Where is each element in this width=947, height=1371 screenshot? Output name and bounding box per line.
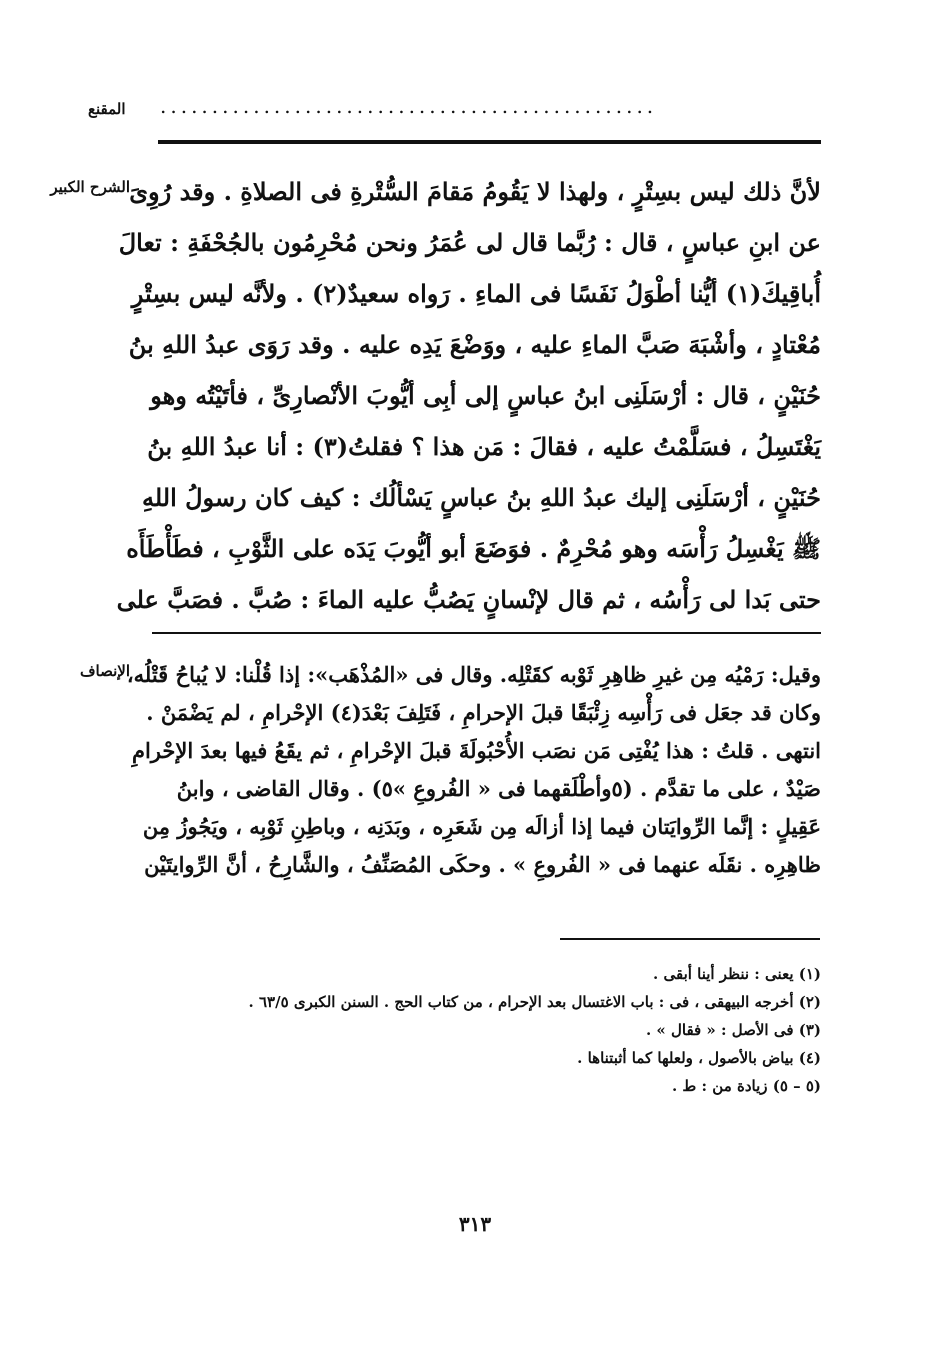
text-line: ظاهِرِه . نقَلَه عنهما فى « الفُروعِ » . وحكَى المُصَنِّفُ ، والشَّارِحُ ، أنَّ الرِّوايتَيْن — [144, 852, 821, 877]
footnote-divider — [560, 938, 820, 940]
text-line: وكان قد جعَل فى رَأْسِه زِئْبَقًا قبلَ الإحرامِ ، فَتَلِفَ بَعْدَ(٤) الإحْرامِ ، لم يَضْمَنْ . — [146, 700, 821, 725]
header-dotted-leader: ................................................ — [160, 94, 658, 118]
text-line: مُعْتادٍ ، وأشْبَهَ صَبَّ الماءِ عليه ، ووَضْعَ يَدِه عليه . وقد رَوَى عبدُ اللهِ بنُ — [128, 330, 821, 359]
text-line: عَقِيلٍ : إنَّما الرِّوايَتان فيما إذا أزالَه مِن شَعَرِه ، وبَدَنِه ، وباطِنِ ثَوْبِه ، ويَجُوزُ مِن — [142, 814, 821, 839]
header-rule — [158, 140, 821, 144]
insaf-text — [126, 656, 821, 884]
text-line: يَغْتَسِلُ ، فسَلَّمْتُ عليه ، فقالَ : مَن هذا ؟ فقلتُ(٣) : أنا عبدُ اللهِ بنُ — [147, 432, 821, 461]
text-line: وقيل: رَمْيُه مِن غيرِ ظاهِرِ ثَوْبه كقَتْلِه. وقال فى «المُذْهَب»: إذا قُلْنا: لا يُباحُ قَتْلُه، — [126, 662, 821, 687]
main-commentary-text — [116, 166, 821, 625]
text-line: صَيْدٌ ، على ما تقدَّم . (٥وأطْلَقهما فى « الفُروعِ »٥) . وقال القاضى ، وابنُ — [176, 776, 821, 801]
book-title: المقنع — [88, 100, 126, 118]
text-line: انتهى . قلتُ : هذا يُفْتِى مَن نصَب الأُحْبُولَةَ قبلَ الإحْرامِ ، ثم يقَعُ فيها بعدَ الإحْرامِ — [131, 738, 821, 763]
text-line: أُباقِيكَ(١) أيُّنا أطْوَلُ نَفَسًا فى الماءِ . رَواه سعيدٌ(٢) . ولأنَّه ليس بسِتْرٍ — [131, 279, 821, 308]
text-line: ﷺ يَغْسِلُ رَأْسَه وهو مُحْرِمٌ . فوَضَعَ أبو أيُّوبَ يَدَه على الثَّوْبِ ، فطَأْطَأَه — [126, 534, 821, 563]
page-number: ٣١٣ — [458, 1212, 492, 1236]
section-divider — [152, 632, 821, 634]
section-label-sharh: الشرح الكبير — [50, 178, 130, 196]
text-line: حُنَيْنٍ ، قال : أرْسَلَنِى ابنُ عباسٍ إلى أبِى أيُّوبَ الأنْصارِىِّ ، فأتَيْتُه وهو — [150, 381, 821, 410]
text-line: عن ابنِ عباسٍ ، قال : رُبَّما قال لى عُمَرُ ونحن مُحْرِمُون بالجُحْفَةِ : تعالَ — [118, 228, 821, 257]
footnote: (١) يعنى : ننظر أينا أبقى . — [653, 965, 821, 983]
text-line: حتى بَدا لى رَأْسُه ، ثم قال لإنْسانٍ يَصُبُّ عليه الماءَ : صُبَّ . فصَبَّ على — [116, 585, 821, 614]
footnote: (٢) أخرجه البيهقى ، فى : باب الاغتسال بعد الإحرام ، من كتاب الحج . السنن الكبرى ٦٣/٥ . — [248, 993, 821, 1011]
footnotes — [155, 960, 821, 1100]
text-line: لأنَّ ذلك ليس بسِتْرٍ ، ولهذا لا يَقُومُ مَقامَ السُّتْرةِ فى الصلاةِ . وقد رُوِىَ — [129, 177, 821, 206]
footnote: (٣) فى الأصل : « فقال » . — [645, 1021, 821, 1039]
footnote: (٥ – ٥) زيادة من : ط . — [671, 1077, 821, 1095]
text-line: حُنَيْنٍ ، أرْسَلَنِى إليك عبدُ اللهِ بنُ عباسٍ يَسْألُك : كيف كان رسولُ اللهِ — [141, 483, 821, 512]
section-label-insaf: الإنصاف — [79, 662, 130, 680]
footnote: (٤) بياض بالأصول ، ولعلها كما أثبتناها . — [577, 1049, 821, 1067]
